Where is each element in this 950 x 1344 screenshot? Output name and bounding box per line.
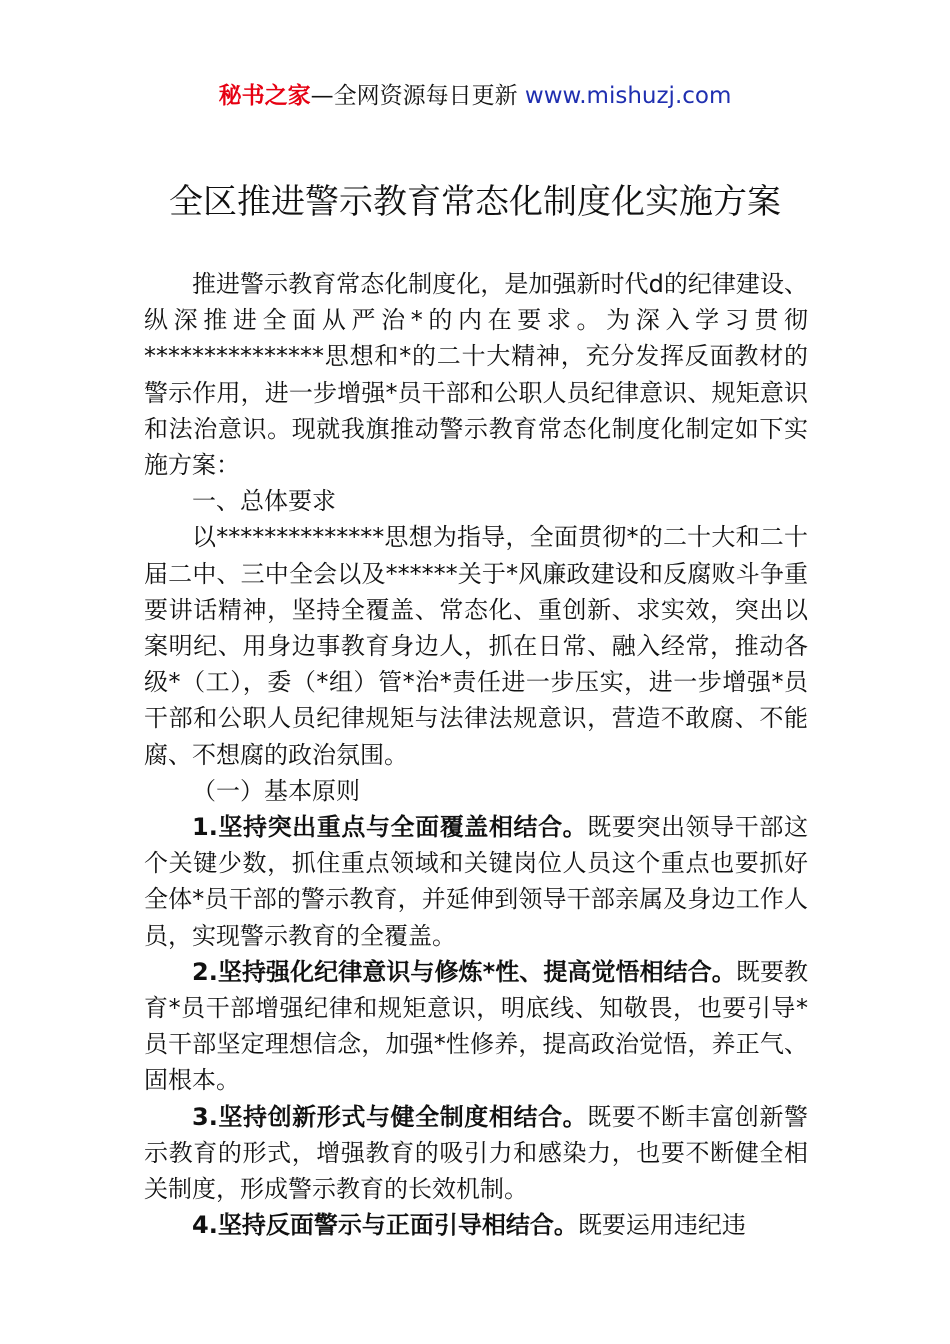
principle-text: 既要不断丰富创新警示教育的形式，增强教育的吸引力和感染力，也要不断健全相关制度，形成警示教育的长效机制。: [144, 1102, 808, 1204]
principle-lead: 4.坚持反面警示与正面引导相结合。: [192, 1211, 578, 1240]
site-url-link[interactable]: www.mishuzj.com: [524, 83, 732, 109]
section-paragraph: 以**************思想为指导，全面贯彻*的二十大和二十届二中、三中全会以及******关于*风廉政建设和反腐败斗争重要讲话精神，坚持全覆盖、常态化、重创新、求实效，突出以案明纪、用身边事教育身边人，抓在日常、融入经常，推动各级*（工），委（*组）管*治*责任进一步压实，进一步增强*员干部和公职人员纪律规矩与法律法规意识，营造不敢腐、不能腐、不想腐的政治氛围。: [144, 523, 808, 769]
document-body: [144, 266, 808, 1243]
principle-lead: 2.坚持强化纪律意识与修炼*性、提高觉悟相结合。: [192, 957, 736, 986]
site-header: [0, 80, 950, 112]
subsection-heading: （一）基本原则: [192, 776, 360, 805]
principle-lead: 3.坚持创新形式与健全制度相结合。: [192, 1102, 588, 1131]
principle-paragraph: [144, 954, 808, 1099]
principle-text: 既要教育*员干部增强纪律和规矩意识，明底线、知敬畏，也要引导*员干部坚定理想信念，加强*性修养，提高政治觉悟，养正气、固根本。: [144, 957, 809, 1095]
principle-lead: 1.坚持突出重点与全面覆盖相结合。: [192, 813, 588, 842]
principle-paragraph: [144, 1099, 808, 1208]
section-heading: 一、总体要求: [192, 487, 336, 516]
principle-text: 既要运用违纪违: [577, 1211, 746, 1240]
intro-paragraph: 推进警示教育常态化制度化，是加强新时代d的纪律建设、纵深推进全面从严治*的内在要求。为深入学习贯彻***************思想和*的二十大精神，充分发挥反面教材的警示作用，进一步增强*员干部和公职人员纪律意识、规矩意识和法治意识。现就我旗推动警示教育常态化制度化制定如下实施方案：: [144, 270, 808, 480]
principle-text: 既要突出领导干部这个关键少数，抓住重点领域和关键岗位人员这个重点也要抓好全体*员干部的警示教育，并延伸到领导干部亲属及身边工作人员，实现警示教育的全覆盖。: [144, 813, 808, 950]
principle-paragraph: [144, 1207, 808, 1243]
site-tagline: —全网资源每日更新: [310, 83, 525, 109]
document-title: 全区推进警示教育常态化制度化实施方案: [169, 182, 781, 222]
site-brand: 秘书之家: [218, 83, 311, 109]
principle-paragraph: [144, 809, 808, 954]
